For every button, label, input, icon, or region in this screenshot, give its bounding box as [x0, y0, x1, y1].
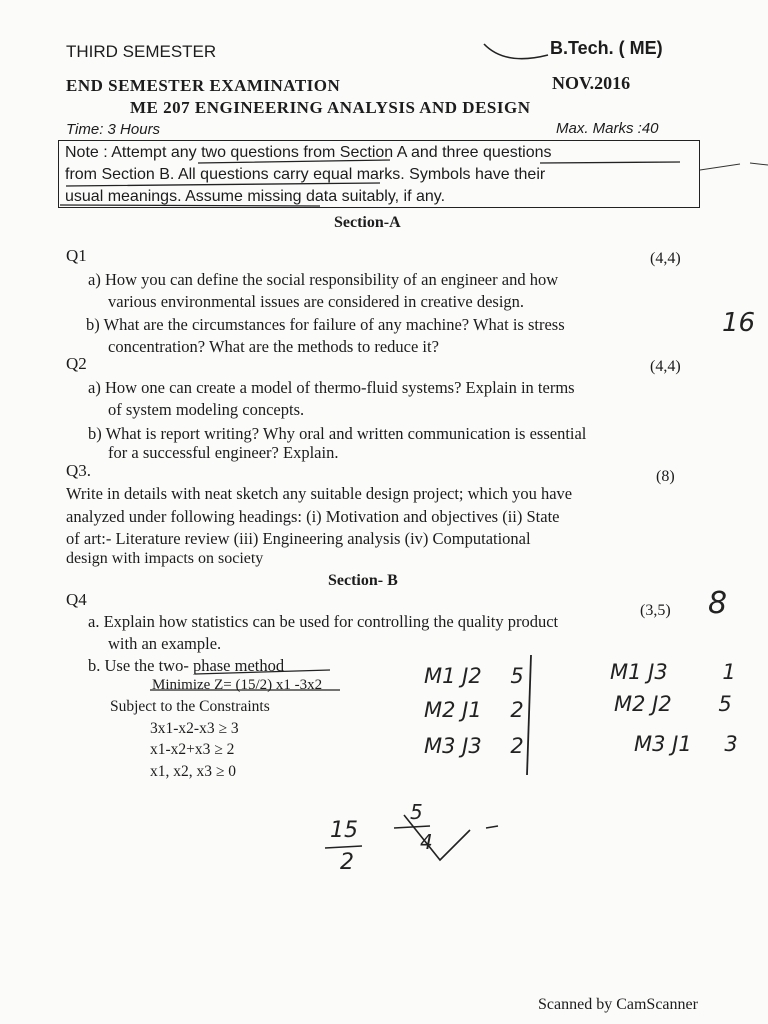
note-line-1: Note : Attempt any two questions from Section A and three questions [65, 144, 552, 161]
note-line-2: from Section B. All questions carry equal marks. Symbols have their [65, 166, 546, 183]
hw-right-row-2: M2 J2 5 [614, 692, 732, 716]
q4b-constraint-2: x1-x2+x3 ≥ 2 [150, 741, 235, 758]
q3-line-3: of art:- Literature review (iii) Engineering analysis (iv) Computational [66, 529, 531, 548]
q1-marks: (4,4) [650, 250, 681, 267]
q1-label: Q1 [66, 246, 87, 265]
max-marks: Max. Marks :40 [556, 120, 659, 137]
handwritten-score-1: 16 [722, 308, 756, 338]
q1a-line-2: various environmental issues are considered in creative design. [108, 292, 525, 311]
hw-right-row-1: M1 J3 1 [610, 660, 736, 684]
q4b-constraints-label: Subject to the Constraints [110, 698, 270, 715]
section-b-title: Section- B [328, 572, 398, 589]
q4a-line-2: with an example. [108, 634, 222, 653]
note-line-3: usual meanings. Assume missing data suitably, if any. [65, 188, 446, 205]
q3-line-4: design with impacts on society [66, 550, 264, 567]
q1a-line-1: a) How you can define the social responsibility of an engineer and how [88, 270, 559, 289]
hw-fraction-numerator: 15 [330, 818, 358, 843]
q4b-line-1: b. Use the two- phase method [88, 656, 285, 675]
course-title: ME 207 ENGINEERING ANALYSIS AND DESIGN [130, 98, 531, 117]
q1b-line-2: concentration? What are the methods to reduce it? [108, 337, 439, 356]
exam-date: NOV.2016 [552, 73, 631, 93]
q4b-objective: Minimize Z= (15/2) x1 -3x2 [152, 677, 323, 693]
q4a-line-1: a. Explain how statistics can be used for controlling the quality product [88, 612, 559, 631]
q2a-line-2: of system modeling concepts. [108, 400, 305, 419]
q3-label: Q3. [66, 461, 92, 480]
q2b-line-1: b) What is report writing? Why oral and written communication is essential [88, 424, 587, 443]
hw-fraction-denominator: 2 [340, 850, 354, 875]
hw-right-row-3: M3 J1 3 [634, 732, 738, 756]
hw-left-row-3: M3 J3 2 [424, 734, 524, 758]
q2-label: Q2 [66, 354, 87, 373]
q3-marks: (8) [656, 468, 675, 485]
hw-left-row-2: M2 J1 2 [424, 698, 524, 722]
q4b-constraint-3: x1, x2, x3 ≥ 0 [150, 763, 237, 780]
q2b-line-2: for a successful engineer? Explain. [108, 443, 339, 462]
section-a-title: Section-A [334, 214, 401, 231]
scanner-watermark: Scanned by CamScanner [538, 996, 698, 1013]
hw-fraction2-numerator: 5 [410, 800, 423, 824]
q3-line-1: Write in details with neat sketch any suitable design project; which you have [66, 484, 573, 503]
hw-left-row-1: M1 J2 5 [424, 664, 524, 688]
q4-marks: (3,5) [640, 602, 671, 619]
q2-marks: (4,4) [650, 358, 681, 375]
q4b-constraint-1: 3x1-x2-x3 ≥ 3 [150, 720, 239, 737]
q4-label: Q4 [66, 590, 87, 609]
hw-fraction2-denominator: 4 [420, 830, 433, 854]
program-label: B.Tech. ( ME) [550, 38, 663, 58]
handwritten-score-2: 8 [708, 586, 728, 621]
q1b-line-1: b) What are the circumstances for failure of any machine? What is stress [86, 315, 565, 334]
q2a-line-1: a) How one can create a model of thermo-fluid systems? Explain in terms [88, 378, 575, 397]
exam-title: END SEMESTER EXAMINATION [66, 76, 341, 95]
semester-label: THIRD SEMESTER [66, 42, 217, 61]
q3-line-2: analyzed under following headings: (i) Motivation and objectives (ii) State [66, 507, 560, 526]
exam-time: Time: 3 Hours [66, 121, 161, 138]
